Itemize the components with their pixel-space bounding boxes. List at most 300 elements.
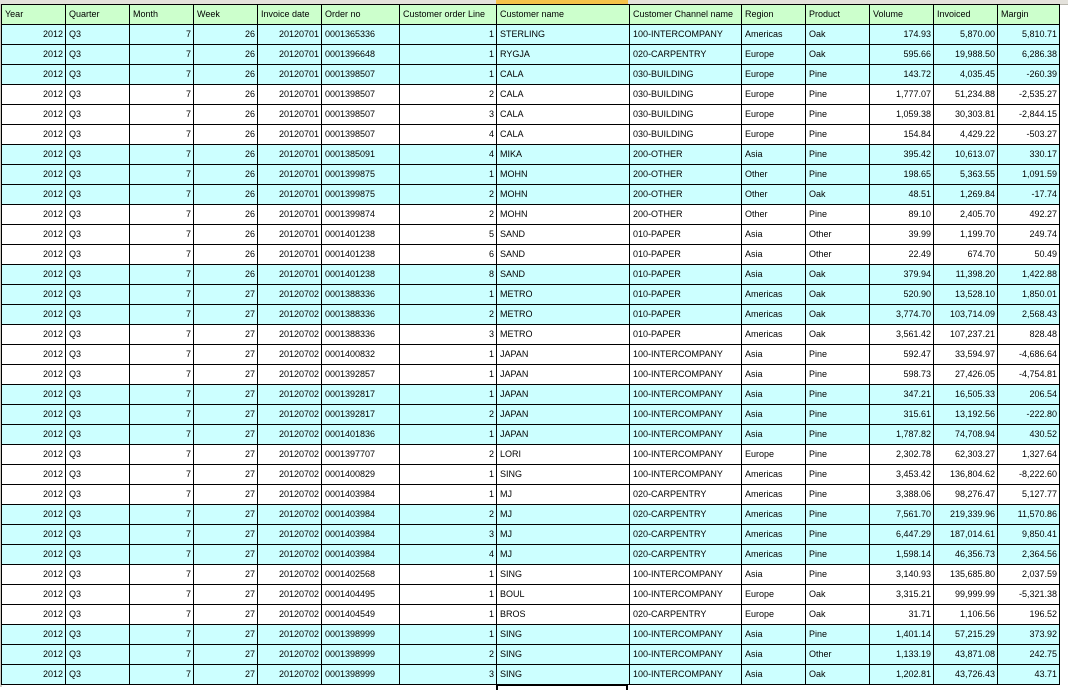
cell-margin[interactable]: -503.27 xyxy=(998,125,1060,145)
cell-margin[interactable]: 43.71 xyxy=(998,665,1060,685)
cell-invoice-date[interactable]: 20120702 xyxy=(258,345,322,365)
cell-quarter[interactable]: Q3 xyxy=(66,85,130,105)
cell-month[interactable]: 7 xyxy=(130,145,194,165)
cell-margin[interactable]: -260.39 xyxy=(998,65,1060,85)
cell-customer-channel-name[interactable]: 010-PAPER xyxy=(630,305,742,325)
cell-customer-channel-name[interactable]: 200-OTHER xyxy=(630,205,742,225)
cell-region[interactable]: Americas xyxy=(742,25,806,45)
cell-invoiced[interactable]: 107,237.21 xyxy=(934,325,998,345)
cell-margin[interactable]: -8,222.60 xyxy=(998,465,1060,485)
cell-invoiced[interactable]: 30,303.81 xyxy=(934,105,998,125)
cell-invoice-date[interactable]: 20120701 xyxy=(258,85,322,105)
cell-year[interactable]: 2012 xyxy=(2,365,66,385)
cell-month[interactable]: 7 xyxy=(130,305,194,325)
cell-customer-channel-name[interactable]: 020-CARPENTRY xyxy=(630,45,742,65)
cell-year[interactable]: 2012 xyxy=(2,165,66,185)
cell-customer-order-line[interactable]: 2 xyxy=(400,185,497,205)
cell-customer-order-line[interactable]: 1 xyxy=(400,65,497,85)
cell-customer-channel-name[interactable]: 010-PAPER xyxy=(630,225,742,245)
cell-margin[interactable]: -4,754.81 xyxy=(998,365,1060,385)
cell-week[interactable]: 27 xyxy=(194,445,258,465)
cell-invoice-date[interactable]: 20120702 xyxy=(258,605,322,625)
cell-customer-order-line[interactable]: 1 xyxy=(400,625,497,645)
cell-customer-name[interactable]: BOUL xyxy=(497,585,630,605)
cell-invoiced[interactable]: 1,106.56 xyxy=(934,605,998,625)
cell-quarter[interactable]: Q3 xyxy=(66,105,130,125)
cell-customer-channel-name[interactable]: 010-PAPER xyxy=(630,325,742,345)
cell-order-no[interactable]: 0001398507 xyxy=(322,125,400,145)
cell-quarter[interactable]: Q3 xyxy=(66,65,130,85)
cell-volume[interactable]: 3,140.93 xyxy=(870,565,934,585)
cell-region[interactable]: Europe xyxy=(742,85,806,105)
cell-invoiced[interactable]: 62,303.27 xyxy=(934,445,998,465)
cell-customer-name[interactable]: CALA xyxy=(497,85,630,105)
cell-month[interactable]: 7 xyxy=(130,405,194,425)
cell-customer-name[interactable]: JAPAN xyxy=(497,385,630,405)
cell-invoice-date[interactable]: 20120702 xyxy=(258,305,322,325)
cell-region[interactable]: Europe xyxy=(742,125,806,145)
cell-year[interactable]: 2012 xyxy=(2,425,66,445)
cell-customer-order-line[interactable]: 4 xyxy=(400,545,497,565)
cell-year[interactable]: 2012 xyxy=(2,405,66,425)
cell-invoiced[interactable]: 1,269.84 xyxy=(934,185,998,205)
cell-month[interactable]: 7 xyxy=(130,185,194,205)
cell-region[interactable]: Other xyxy=(742,185,806,205)
cell-margin[interactable]: 50.49 xyxy=(998,245,1060,265)
cell-customer-order-line[interactable]: 3 xyxy=(400,325,497,345)
cell-order-no[interactable]: 0001398507 xyxy=(322,65,400,85)
cell-product[interactable]: Oak xyxy=(806,305,870,325)
cell-month[interactable]: 7 xyxy=(130,665,194,685)
cell-customer-channel-name[interactable]: 100-INTERCOMPANY xyxy=(630,645,742,665)
cell-week[interactable]: 26 xyxy=(194,125,258,145)
cell-order-no[interactable]: 0001396648 xyxy=(322,45,400,65)
cell-region[interactable]: Asia xyxy=(742,565,806,585)
cell-year[interactable]: 2012 xyxy=(2,625,66,645)
cell-invoiced[interactable]: 46,356.73 xyxy=(934,545,998,565)
cell-quarter[interactable]: Q3 xyxy=(66,325,130,345)
cell-customer-channel-name[interactable]: 200-OTHER xyxy=(630,165,742,185)
cell-month[interactable]: 7 xyxy=(130,365,194,385)
cell-invoice-date[interactable]: 20120701 xyxy=(258,105,322,125)
cell-month[interactable]: 7 xyxy=(130,25,194,45)
header-region[interactable]: Region xyxy=(742,5,806,25)
cell-margin[interactable]: 1,091.59 xyxy=(998,165,1060,185)
cell-region[interactable]: Europe xyxy=(742,585,806,605)
cell-region[interactable]: Asia xyxy=(742,405,806,425)
cell-region[interactable]: Asia xyxy=(742,345,806,365)
cell-invoice-date[interactable]: 20120702 xyxy=(258,425,322,445)
cell-order-no[interactable]: 0001401238 xyxy=(322,245,400,265)
cell-region[interactable]: Americas xyxy=(742,525,806,545)
cell-quarter[interactable]: Q3 xyxy=(66,405,130,425)
cell-invoice-date[interactable]: 20120701 xyxy=(258,45,322,65)
cell-customer-order-line[interactable]: 2 xyxy=(400,505,497,525)
cell-margin[interactable]: 6,286.38 xyxy=(998,45,1060,65)
cell-week[interactable]: 27 xyxy=(194,465,258,485)
cell-quarter[interactable]: Q3 xyxy=(66,285,130,305)
cell-invoice-date[interactable]: 20120701 xyxy=(258,165,322,185)
cell-year[interactable]: 2012 xyxy=(2,565,66,585)
header-volume[interactable]: Volume xyxy=(870,5,934,25)
cell-customer-order-line[interactable]: 1 xyxy=(400,345,497,365)
cell-month[interactable]: 7 xyxy=(130,625,194,645)
cell-year[interactable]: 2012 xyxy=(2,385,66,405)
cell-region[interactable]: Asia xyxy=(742,425,806,445)
cell-region[interactable]: Asia xyxy=(742,365,806,385)
cell-customer-order-line[interactable]: 3 xyxy=(400,105,497,125)
cell-invoice-date[interactable]: 20120702 xyxy=(258,365,322,385)
cell-week[interactable]: 27 xyxy=(194,345,258,365)
cell-volume[interactable]: 1,133.19 xyxy=(870,645,934,665)
cell-margin[interactable]: 242.75 xyxy=(998,645,1060,665)
cell-region[interactable]: Europe xyxy=(742,105,806,125)
cell-product[interactable]: Pine xyxy=(806,165,870,185)
cell-year[interactable]: 2012 xyxy=(2,85,66,105)
cell-product[interactable]: Pine xyxy=(806,125,870,145)
cell-year[interactable]: 2012 xyxy=(2,345,66,365)
cell-invoice-date[interactable]: 20120702 xyxy=(258,525,322,545)
cell-region[interactable]: Europe xyxy=(742,445,806,465)
cell-month[interactable]: 7 xyxy=(130,525,194,545)
cell-product[interactable]: Oak xyxy=(806,285,870,305)
cell-customer-name[interactable]: MJ xyxy=(497,505,630,525)
cell-customer-order-line[interactable]: 4 xyxy=(400,125,497,145)
cell-order-no[interactable]: 0001388336 xyxy=(322,285,400,305)
cell-customer-channel-name[interactable]: 020-CARPENTRY xyxy=(630,605,742,625)
cell-quarter[interactable]: Q3 xyxy=(66,185,130,205)
cell-region[interactable]: Asia xyxy=(742,665,806,685)
cell-volume[interactable]: 3,774.70 xyxy=(870,305,934,325)
cell-volume[interactable]: 89.10 xyxy=(870,205,934,225)
cell-product[interactable]: Oak xyxy=(806,265,870,285)
cell-volume[interactable]: 1,777.07 xyxy=(870,85,934,105)
cell-volume[interactable]: 1,787.82 xyxy=(870,425,934,445)
cell-region[interactable]: Asia xyxy=(742,225,806,245)
cell-product[interactable]: Oak xyxy=(806,605,870,625)
cell-week[interactable]: 27 xyxy=(194,285,258,305)
cell-invoiced[interactable]: 13,192.56 xyxy=(934,405,998,425)
cell-invoice-date[interactable]: 20120702 xyxy=(258,465,322,485)
cell-week[interactable]: 26 xyxy=(194,245,258,265)
cell-order-no[interactable]: 0001399874 xyxy=(322,205,400,225)
cell-invoice-date[interactable]: 20120702 xyxy=(258,325,322,345)
cell-invoiced[interactable]: 19,988.50 xyxy=(934,45,998,65)
cell-week[interactable]: 26 xyxy=(194,265,258,285)
cell-product[interactable]: Pine xyxy=(806,485,870,505)
cell-week[interactable]: 26 xyxy=(194,205,258,225)
cell-volume[interactable]: 1,401.14 xyxy=(870,625,934,645)
header-customer-order-line[interactable]: Customer order Line xyxy=(400,5,497,25)
cell-year[interactable]: 2012 xyxy=(2,645,66,665)
cell-customer-order-line[interactable]: 1 xyxy=(400,425,497,445)
cell-month[interactable]: 7 xyxy=(130,285,194,305)
cell-invoice-date[interactable]: 20120702 xyxy=(258,665,322,685)
cell-customer-channel-name[interactable]: 100-INTERCOMPANY xyxy=(630,25,742,45)
cell-week[interactable]: 26 xyxy=(194,65,258,85)
cell-week[interactable]: 27 xyxy=(194,625,258,645)
cell-week[interactable]: 27 xyxy=(194,545,258,565)
cell-year[interactable]: 2012 xyxy=(2,145,66,165)
cell-invoice-date[interactable]: 20120701 xyxy=(258,205,322,225)
cell-volume[interactable]: 154.84 xyxy=(870,125,934,145)
cell-invoice-date[interactable]: 20120701 xyxy=(258,125,322,145)
cell-customer-channel-name[interactable]: 020-CARPENTRY xyxy=(630,545,742,565)
cell-product[interactable]: Pine xyxy=(806,465,870,485)
cell-invoice-date[interactable]: 20120702 xyxy=(258,505,322,525)
cell-invoiced[interactable]: 51,234.88 xyxy=(934,85,998,105)
cell-quarter[interactable]: Q3 xyxy=(66,345,130,365)
cell-product[interactable]: Pine xyxy=(806,505,870,525)
cell-volume[interactable]: 592.47 xyxy=(870,345,934,365)
cell-month[interactable]: 7 xyxy=(130,65,194,85)
cell-customer-order-line[interactable]: 5 xyxy=(400,225,497,245)
cell-customer-order-line[interactable]: 2 xyxy=(400,445,497,465)
cell-customer-name[interactable]: METRO xyxy=(497,305,630,325)
cell-volume[interactable]: 315.61 xyxy=(870,405,934,425)
cell-order-no[interactable]: 0001392817 xyxy=(322,385,400,405)
cell-week[interactable]: 27 xyxy=(194,585,258,605)
cell-product[interactable]: Pine xyxy=(806,205,870,225)
cell-week[interactable]: 27 xyxy=(194,485,258,505)
cell-quarter[interactable]: Q3 xyxy=(66,665,130,685)
cell-customer-name[interactable]: SING xyxy=(497,645,630,665)
cell-customer-name[interactable]: MOHN xyxy=(497,165,630,185)
cell-quarter[interactable]: Q3 xyxy=(66,305,130,325)
cell-customer-order-line[interactable]: 1 xyxy=(400,585,497,605)
cell-month[interactable]: 7 xyxy=(130,245,194,265)
cell-region[interactable]: Asia xyxy=(742,245,806,265)
cell-quarter[interactable]: Q3 xyxy=(66,425,130,445)
cell-customer-channel-name[interactable]: 100-INTERCOMPANY xyxy=(630,585,742,605)
cell-customer-order-line[interactable]: 1 xyxy=(400,365,497,385)
cell-invoice-date[interactable]: 20120702 xyxy=(258,625,322,645)
cell-customer-channel-name[interactable]: 200-OTHER xyxy=(630,185,742,205)
cell-volume[interactable]: 595.66 xyxy=(870,45,934,65)
cell-invoiced[interactable]: 5,870.00 xyxy=(934,25,998,45)
cell-product[interactable]: Oak xyxy=(806,585,870,605)
cell-week[interactable]: 27 xyxy=(194,665,258,685)
cell-customer-channel-name[interactable]: 100-INTERCOMPANY xyxy=(630,445,742,465)
cell-year[interactable]: 2012 xyxy=(2,465,66,485)
cell-customer-channel-name[interactable]: 100-INTERCOMPANY xyxy=(630,625,742,645)
cell-customer-order-line[interactable]: 6 xyxy=(400,245,497,265)
cell-customer-name[interactable]: STERLING xyxy=(497,25,630,45)
cell-customer-order-line[interactable]: 2 xyxy=(400,85,497,105)
cell-quarter[interactable]: Q3 xyxy=(66,645,130,665)
cell-invoiced[interactable]: 57,215.29 xyxy=(934,625,998,645)
cell-customer-name[interactable]: BROS xyxy=(497,605,630,625)
cell-quarter[interactable]: Q3 xyxy=(66,625,130,645)
cell-order-no[interactable]: 0001398507 xyxy=(322,85,400,105)
cell-customer-name[interactable]: SING xyxy=(497,625,630,645)
header-week[interactable]: Week xyxy=(194,5,258,25)
header-year[interactable]: Year xyxy=(2,5,66,25)
header-customer-name[interactable]: Customer name xyxy=(497,5,630,25)
cell-product[interactable]: Oak xyxy=(806,25,870,45)
cell-order-no[interactable]: 0001392817 xyxy=(322,405,400,425)
cell-product[interactable]: Other xyxy=(806,245,870,265)
cell-quarter[interactable]: Q3 xyxy=(66,445,130,465)
cell-volume[interactable]: 174.93 xyxy=(870,25,934,45)
cell-margin[interactable]: 1,422.88 xyxy=(998,265,1060,285)
cell-invoiced[interactable]: 10,613.07 xyxy=(934,145,998,165)
cell-invoice-date[interactable]: 20120702 xyxy=(258,585,322,605)
cell-year[interactable]: 2012 xyxy=(2,305,66,325)
cell-month[interactable]: 7 xyxy=(130,485,194,505)
cell-year[interactable]: 2012 xyxy=(2,505,66,525)
cell-volume[interactable]: 395.42 xyxy=(870,145,934,165)
cell-region[interactable]: Americas xyxy=(742,545,806,565)
cell-volume[interactable]: 598.73 xyxy=(870,365,934,385)
cell-margin[interactable]: 249.74 xyxy=(998,225,1060,245)
cell-volume[interactable]: 198.65 xyxy=(870,165,934,185)
cell-customer-name[interactable]: SING xyxy=(497,665,630,685)
cell-customer-order-line[interactable]: 3 xyxy=(400,665,497,685)
active-cell-selection[interactable] xyxy=(496,684,628,690)
cell-quarter[interactable]: Q3 xyxy=(66,165,130,185)
cell-margin[interactable]: 828.48 xyxy=(998,325,1060,345)
cell-region[interactable]: Europe xyxy=(742,605,806,625)
cell-customer-name[interactable]: CALA xyxy=(497,125,630,145)
cell-margin[interactable]: 2,037.59 xyxy=(998,565,1060,585)
cell-year[interactable]: 2012 xyxy=(2,65,66,85)
cell-volume[interactable]: 1,598.14 xyxy=(870,545,934,565)
cell-week[interactable]: 27 xyxy=(194,405,258,425)
cell-order-no[interactable]: 0001400829 xyxy=(322,465,400,485)
cell-volume[interactable]: 3,388.06 xyxy=(870,485,934,505)
cell-year[interactable]: 2012 xyxy=(2,245,66,265)
cell-margin[interactable]: 11,570.86 xyxy=(998,505,1060,525)
cell-quarter[interactable]: Q3 xyxy=(66,145,130,165)
cell-week[interactable]: 26 xyxy=(194,145,258,165)
cell-customer-order-line[interactable]: 1 xyxy=(400,385,497,405)
cell-customer-channel-name[interactable]: 010-PAPER xyxy=(630,285,742,305)
cell-product[interactable]: Pine xyxy=(806,425,870,445)
cell-product[interactable]: Pine xyxy=(806,65,870,85)
cell-customer-name[interactable]: MOHN xyxy=(497,185,630,205)
cell-year[interactable]: 2012 xyxy=(2,265,66,285)
cell-product[interactable]: Pine xyxy=(806,405,870,425)
cell-customer-order-line[interactable]: 3 xyxy=(400,525,497,545)
cell-product[interactable]: Pine xyxy=(806,365,870,385)
cell-week[interactable]: 27 xyxy=(194,425,258,445)
cell-margin[interactable]: 373.92 xyxy=(998,625,1060,645)
cell-customer-order-line[interactable]: 4 xyxy=(400,145,497,165)
cell-month[interactable]: 7 xyxy=(130,385,194,405)
cell-customer-name[interactable]: MJ xyxy=(497,545,630,565)
cell-volume[interactable]: 1,202.81 xyxy=(870,665,934,685)
cell-month[interactable]: 7 xyxy=(130,125,194,145)
cell-volume[interactable]: 31.71 xyxy=(870,605,934,625)
header-invoiced[interactable]: Invoiced xyxy=(934,5,998,25)
cell-order-no[interactable]: 0001385091 xyxy=(322,145,400,165)
cell-invoiced[interactable]: 5,363.55 xyxy=(934,165,998,185)
cell-invoiced[interactable]: 219,339.96 xyxy=(934,505,998,525)
cell-volume[interactable]: 39.99 xyxy=(870,225,934,245)
cell-margin[interactable]: 5,810.71 xyxy=(998,25,1060,45)
cell-year[interactable]: 2012 xyxy=(2,665,66,685)
cell-year[interactable]: 2012 xyxy=(2,225,66,245)
cell-region[interactable]: Americas xyxy=(742,485,806,505)
cell-year[interactable]: 2012 xyxy=(2,325,66,345)
cell-invoice-date[interactable]: 20120702 xyxy=(258,545,322,565)
cell-customer-channel-name[interactable]: 100-INTERCOMPANY xyxy=(630,665,742,685)
cell-region[interactable]: Asia xyxy=(742,145,806,165)
cell-margin[interactable]: 1,850.01 xyxy=(998,285,1060,305)
cell-customer-order-line[interactable]: 2 xyxy=(400,205,497,225)
cell-week[interactable]: 26 xyxy=(194,25,258,45)
cell-year[interactable]: 2012 xyxy=(2,105,66,125)
cell-customer-name[interactable]: JAPAN xyxy=(497,365,630,385)
cell-order-no[interactable]: 0001365336 xyxy=(322,25,400,45)
cell-year[interactable]: 2012 xyxy=(2,545,66,565)
cell-region[interactable]: Asia xyxy=(742,265,806,285)
cell-invoiced[interactable]: 98,276.47 xyxy=(934,485,998,505)
cell-customer-channel-name[interactable]: 200-OTHER xyxy=(630,145,742,165)
cell-month[interactable]: 7 xyxy=(130,45,194,65)
cell-customer-order-line[interactable]: 1 xyxy=(400,25,497,45)
cell-customer-name[interactable]: MIKA xyxy=(497,145,630,165)
header-invoice-date[interactable]: Invoice date xyxy=(258,5,322,25)
cell-month[interactable]: 7 xyxy=(130,225,194,245)
cell-order-no[interactable]: 0001398999 xyxy=(322,665,400,685)
cell-month[interactable]: 7 xyxy=(130,265,194,285)
cell-region[interactable]: Other xyxy=(742,205,806,225)
cell-customer-name[interactable]: METRO xyxy=(497,325,630,345)
cell-year[interactable]: 2012 xyxy=(2,45,66,65)
cell-year[interactable]: 2012 xyxy=(2,205,66,225)
cell-customer-name[interactable]: MJ xyxy=(497,525,630,545)
cell-month[interactable]: 7 xyxy=(130,545,194,565)
cell-product[interactable]: Pine xyxy=(806,385,870,405)
cell-order-no[interactable]: 0001399875 xyxy=(322,165,400,185)
header-order-no[interactable]: Order no xyxy=(322,5,400,25)
cell-product[interactable]: Oak xyxy=(806,45,870,65)
cell-week[interactable]: 27 xyxy=(194,605,258,625)
cell-invoiced[interactable]: 13,528.10 xyxy=(934,285,998,305)
cell-quarter[interactable]: Q3 xyxy=(66,45,130,65)
cell-order-no[interactable]: 0001403984 xyxy=(322,545,400,565)
header-product[interactable]: Product xyxy=(806,5,870,25)
cell-customer-order-line[interactable]: 2 xyxy=(400,405,497,425)
cell-invoiced[interactable]: 11,398.20 xyxy=(934,265,998,285)
cell-week[interactable]: 27 xyxy=(194,385,258,405)
cell-invoice-date[interactable]: 20120701 xyxy=(258,145,322,165)
cell-customer-name[interactable]: SING xyxy=(497,465,630,485)
cell-invoiced[interactable]: 99,999.99 xyxy=(934,585,998,605)
cell-volume[interactable]: 3,315.21 xyxy=(870,585,934,605)
cell-invoice-date[interactable]: 20120702 xyxy=(258,385,322,405)
cell-margin[interactable]: 196.52 xyxy=(998,605,1060,625)
cell-product[interactable]: Oak xyxy=(806,325,870,345)
cell-quarter[interactable]: Q3 xyxy=(66,125,130,145)
cell-volume[interactable]: 1,059.38 xyxy=(870,105,934,125)
cell-invoiced[interactable]: 4,429.22 xyxy=(934,125,998,145)
cell-volume[interactable]: 3,453.42 xyxy=(870,465,934,485)
cell-month[interactable]: 7 xyxy=(130,585,194,605)
cell-region[interactable]: Americas xyxy=(742,505,806,525)
cell-customer-order-line[interactable]: 1 xyxy=(400,45,497,65)
cell-customer-name[interactable]: SAND xyxy=(497,245,630,265)
cell-order-no[interactable]: 0001402568 xyxy=(322,565,400,585)
cell-invoice-date[interactable]: 20120702 xyxy=(258,445,322,465)
cell-customer-channel-name[interactable]: 020-CARPENTRY xyxy=(630,525,742,545)
cell-customer-name[interactable]: SAND xyxy=(497,225,630,245)
cell-customer-channel-name[interactable]: 020-CARPENTRY xyxy=(630,485,742,505)
cell-product[interactable]: Other xyxy=(806,645,870,665)
cell-region[interactable]: Europe xyxy=(742,65,806,85)
